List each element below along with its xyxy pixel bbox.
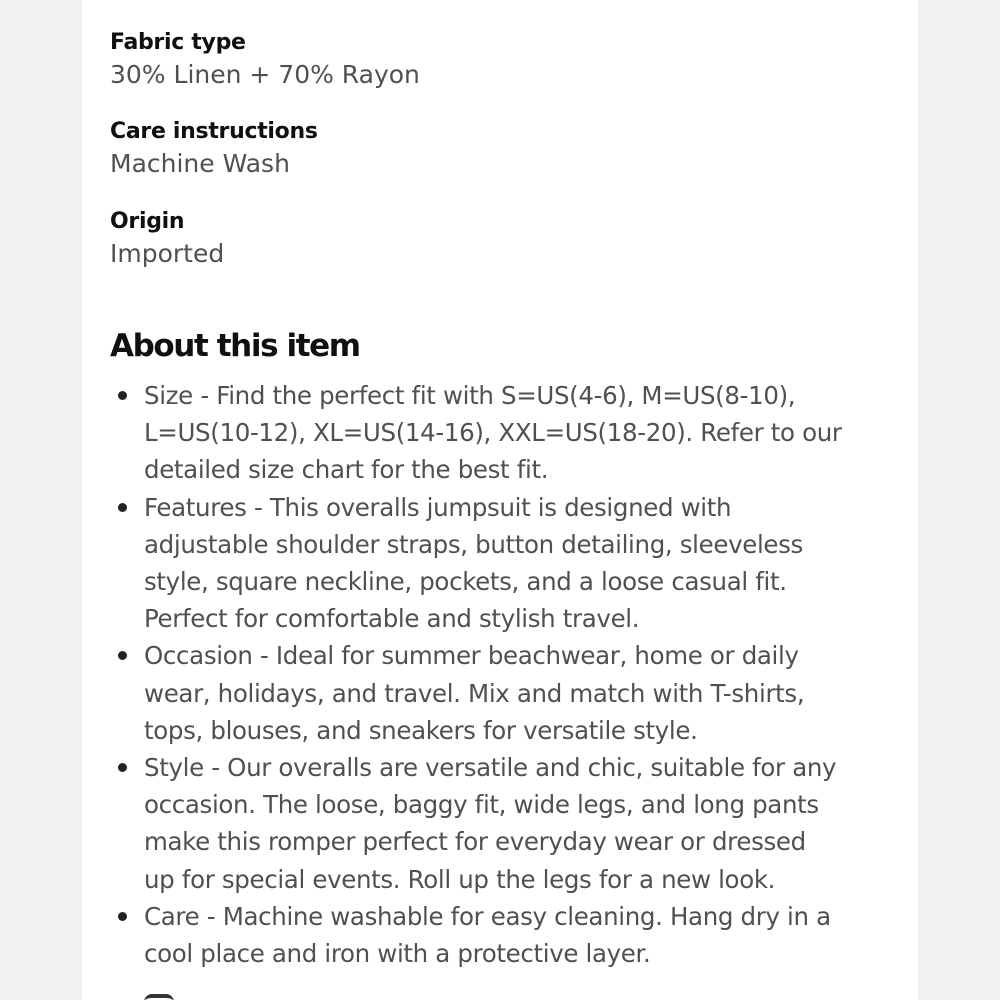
bullet-dot-icon [118,651,127,660]
bullet-dot-icon [118,912,127,921]
about-bullet-occasion [110,637,900,749]
about-bullet-style [110,749,900,898]
detail-fabric-type [110,28,900,92]
about-bullet-size [110,377,900,489]
about-bullet-list [110,377,900,972]
bullet-line: cool place and iron with a protective layer. [144,939,651,969]
bullet-line: Occasion - Ideal for summer beachwear, home or daily [144,641,799,671]
bullet-line: Size - Find the perfect fit with S=US(4-6), M=US(8-10), [144,381,796,410]
bullet-line: L=US(10-12), XL=US(14-16), XXL=US(18-20). Refer to our [144,418,842,448]
about-heading: About this item [110,328,360,364]
bullet-line: detailed size chart for the best fit. [144,455,549,485]
detail-value: 30% Linen + 70% Rayon [110,60,420,89]
detail-label: Care instructions [110,119,318,144]
bullet-line: wear, holidays, and travel. Mix and match with T-shirts, [144,678,805,708]
detail-care-instructions [110,117,900,181]
bullet-line: make this romper perfect for everyday wear or dressed [144,827,806,857]
cutoff-text-fragment [144,992,184,1000]
bullet-line: Features - This overalls jumpsuit is designed with [144,492,732,522]
product-info-panel [82,0,918,1000]
bullet-line: Style - Our overalls are versatile and chic, suitable for any [144,753,837,783]
about-bullet-features [110,489,900,638]
about-bullet-care [110,898,900,972]
bullet-line: tops, blouses, and sneakers for versatile style. [144,715,698,745]
detail-value: Imported [110,239,225,268]
bullet-line: adjustable shoulder straps, button detailing, sleeveless [144,529,803,559]
bullet-line: Care - Machine washable for easy cleaning. Hang dry in a [144,901,831,931]
bullet-line: Perfect for comfortable and stylish travel. [144,604,640,634]
detail-label: Origin [110,209,185,234]
bullet-dot-icon [118,503,127,512]
detail-origin [110,207,900,271]
bullet-dot-icon [118,391,127,400]
detail-label: Fabric type [110,30,246,55]
bullet-line: up for special events. Roll up the legs for a new look. [144,864,776,894]
bullet-line: occasion. The loose, baggy fit, wide legs, and long pants [144,790,819,820]
bullet-line: style, square neckline, pockets, and a loose casual fit. [144,567,787,597]
detail-value: Machine Wash [110,149,290,178]
bullet-dot-icon [118,763,127,772]
